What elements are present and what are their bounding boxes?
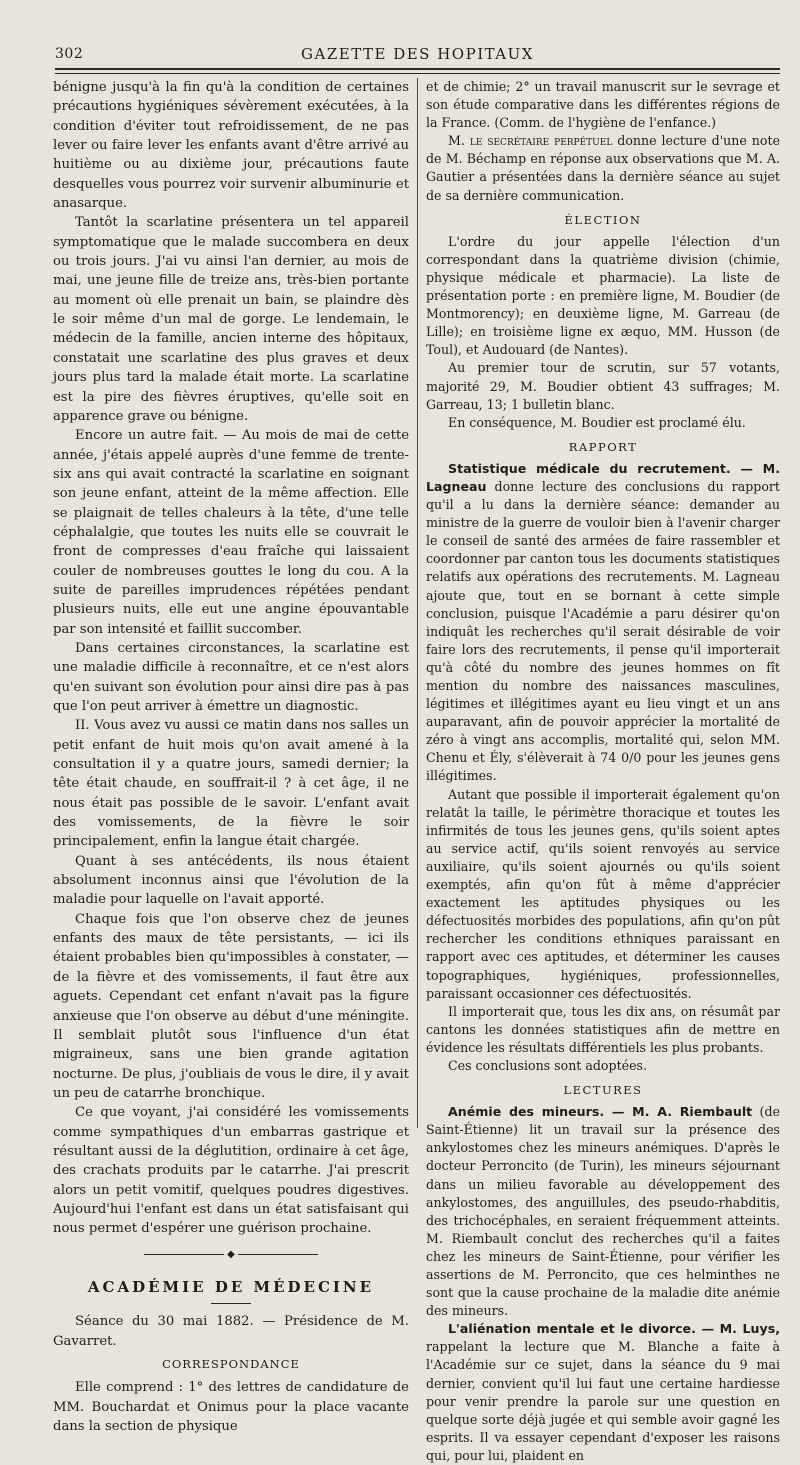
lead-title: L'aliénation mentale et le divorce. — M. Luys,: [448, 1321, 780, 1337]
left-column: [53, 78, 409, 1435]
paragraph: Encore un autre fait. — Au mois de mai de cette année, j'étais appelé auprès d'une femme de trente-six ans qui avait contracté la scarlatine en soignant son jeune enfant, atteint de la même affection. Elle se plaignait de telles chaleurs à la tête, d'une telle céphalalgie, que toutes les nuits elle se couvrait le front de compresses d'eau fraîche qui laissaient couler de nombreuses gouttes le long du cou. A la suite de pareilles imprudences répétées pendant plusieurs nuits, elle eut une angine épouvantable par son intensité et faillit succomber.: [53, 428, 409, 637]
paragraph: Tantôt la scarlatine présentera un tel appareil symptomatique que le malade succombera en deux ou trois jours. J'ai vu ainsi l'an dernier, au mois de mai, une jeune fille de treize ans, très-bien portante au moment où elle prenait un bain, se plaindre dès le soir même d'un mal de gorge. Le lendemain, le médecin de la famille, ancien interne des hôpitaux, constatait une scarlatine des plus graves et deux jours plus tard la malade était morte. La scarlatine est la pire des fièvres éruptives, qu'elle soit en apparence grave ou bénigne.: [53, 215, 409, 424]
paragraph: et de chimie; 2° un travail manuscrit sur le sevrage et son étude comparative dans les différentes régions de la France. (Comm. de l'hygiène de l'enfance.): [426, 79, 780, 131]
seance-line: Séance du 30 mai 1882. — Présidence de M. Gavarret.: [53, 1314, 409, 1349]
paragraph: Ce que voyant, j'ai considéré les vomissements comme sympathiques d'un embarras gastrique et résultant aussi de la déglutition, ordinaire à cet âge, des crachats produits par le catarrhe. J'ai prescrit alors un petit vomitif, quelques poudres digestives. Aujourd'hui l'enfant est dans un état satisfaisant qui nous permet d'espérer une guérison prochaine.: [53, 1105, 409, 1237]
lead-title: Statistique médicale du recrutement. — M. Lagneau: [426, 460, 780, 494]
paragraph: En conséquence, M. Boudier est proclamé élu.: [448, 414, 746, 430]
subheading-lectures: LECTURES: [563, 1083, 643, 1098]
paragraph: Chaque fois que l'on observe chez de jeunes enfants des maux de tête persistants, — ici ils étaient probables bien qu'impossibles à constater, — de la fièvre et des vomissements, il faut être aux aguets. Cependant cet enfant n'avait pas la figure anxieuse que l'on observe au début d'une méningite. Il semblait plutôt sous l'influence d'un état migraineux, sans une bien grande agitation nocturne. De plus, j'oubliais de vous le dire, il y avait un peu de catarrhe bronchique.: [53, 911, 409, 1101]
paragraph: M. le secrétaire perpétuel donne lecture d'une note de M. Béchamp en réponse aux observations que M. A. Gautier a présentées dans la dernière séance au sujet de sa dernière communication.: [426, 133, 780, 203]
section-divider: ◆: [53, 1245, 409, 1264]
page-number: 302: [55, 46, 84, 62]
column-divider: [417, 78, 418, 1128]
journal-title: GAZETTE DES HOPITAUX: [301, 45, 534, 63]
right-column: [426, 78, 780, 1463]
paragraph: L'aliénation mentale et le divorce. — M. Luys, rappelant la lecture que M. Blanche a faite à l'Académie sur ce sujet, dans la séance du 9 mai dernier, convient qu'il lui faut une certaine hardiesse pour venir prendre la parole sur une question en quelque sorte déjà jugée et qui semble avoir gagné les esprits. Il va essayer cependant d'exposer les raisons qui, pour lui, plaident en: [426, 1321, 780, 1463]
short-rule: [211, 1303, 251, 1304]
header-rule-thin: [55, 73, 780, 74]
paragraph: Au premier tour de scrutin, sur 57 votants, majorité 29, M. Boudier obtient 43 suffrages; M. Garreau, 13; 1 bulletin blanc.: [426, 360, 780, 412]
subheading-correspondance: CORRESPONDANCE: [162, 1357, 300, 1371]
section-heading-academie: ACADÉMIE DE MÉDECINE: [87, 1277, 375, 1296]
subheading-election: ÉLECTION: [564, 212, 642, 227]
paragraph: Il importerait que, tous les dix ans, on résumât par cantons les données statistiques afin de mettre en évidence les résultats différentiels les plus probants.: [426, 1003, 780, 1055]
paragraph: Statistique médicale du recrutement. — M. Lagneau donne lecture des conclusions du rapport qu'il a lu dans la dernière séance: demander au ministre de la guerre de vouloir bien à l'avenir charger le conseil de santé des armées de faire rassembler et coordonner par canton tous les documents statistiques relatifs aux opérations des recrutements. M. Lagneau ajoute que, tout en se bornant à cette simple conclusion, puisque l'Académie a paru désirer qu'on indiquât les recherches qu'il serait désirable de voir faire lors des recrutements, il pense qu'il importerait qu'à côté du nombre des jeunes hommes on fît mention du nombre des naissances masculines, légitimes et illégitimes ayant eu lieu vingt et un ans auparavant, afin de pouvoir apprécier la mortalité de zéro à vingt ans accomplis, mortalité qui, selon MM. Chenu et Ély, s'élèverait à 74 0/0 pour les jeunes gens illégitimes.: [426, 460, 780, 784]
header-rule-thick: [55, 68, 780, 70]
paragraph: Autant que possible il importerait également qu'on relatât la taille, le périmètre thoracique et toutes les infirmités de tous les jeunes gens, qu'ils soient aptes au service actif, qu'ils soient renvoyés au service auxiliaire, qu'ils soient ajournés ou qu'ils soient exemptés, afin qu'on fût à même d'apprécier exactement les aptitudes physiques ou les défectuosités morbides des populations, afin qu'on pût rechercher les conditions ethniques paraissant en rapport avec ces aptitudes, et déterminer les causes topographiques, hygiéniques, professionnelles, paraissant occasionner ces défectuosités.: [426, 786, 780, 1001]
paragraph: L'ordre du jour appelle l'élection d'un correspondant dans la quatrième division (chimie, physique médicale et pharmacie). La liste de présentation porte : en première ligne, M. Boudier (de Montmorency); en deuxième ligne, M. Garreau (de Lille); en troisième ligne ex æquo, MM. Husson (de Toul), et Audouard (de Nantes).: [426, 233, 780, 358]
paragraph: Anémie des mineurs. — M. A. Riembault (de Saint-Étienne) lit un travail sur la présence des ankylostomes chez les mineurs anémiques. D'après le docteur Perroncito (de Turin), les mineurs séjournant dans un milieu favorable au développement des ankylostomes, des anguillules, des pseudo-rhabditis, des trichocéphales, en seraient fréquemment atteints. M. Riembault conclut des recherches qu'il a faites chez les mineurs de Saint-Étienne, pour vérifier les assertions de M. Perroncito, que ces helminthes ne sont que la cause prochaine de la maladie dite anémie des mineurs.: [426, 1104, 780, 1319]
paragraph: II. Vous avez vu aussi ce matin dans nos salles un petit enfant de huit mois qu'on avait amené à la consultation il y a quatre jours, samedi dernier; la tête était chaude, en souffrait-il ? à cet âge, il ne nous était pas possible de le savoir. L'enfant avait des vomissements, de la fièvre le soir principalement, enfin la langue était chargée.: [53, 718, 409, 850]
paragraph: Ces conclusions sont adoptées.: [448, 1057, 648, 1073]
subheading-rapport: RAPPORT: [568, 439, 638, 454]
lead-name: M. le secrétaire perpétuel: [448, 133, 613, 149]
paragraph: bénigne jusqu'à la fin qu'à la condition de certaines précautions hygiéniques sévèrement exécutées, à la condition d'éviter tout refroidissement, de ne pas lever ou faire lever les enfants avant d'être arrivé au huitième ou au dixième jour, précautions faute desquelles vous pourrez voir survenir albuminurie et anasarque.: [53, 80, 409, 212]
lead-title: Anémie des mineurs. — M. A. Riembault: [448, 1104, 753, 1120]
paragraph: Dans certaines circonstances, la scarlatine est une maladie difficile à reconnaître, et ce n'est alors qu'en suivant son évolution pour ainsi dire pas à pas que l'on peut arriver à émettre un diagnostic.: [53, 640, 409, 714]
paragraph: Quant à ses antécédents, ils nous étaient absolument inconnus ainsi que l'évolution de la maladie pour laquelle on l'avait apporté.: [53, 853, 409, 908]
paragraph: Elle comprend : 1° des lettres de candidature de MM. Bouchardat et Onimus pour la place vacante dans la section de physique: [53, 1380, 409, 1435]
page-header: [55, 40, 780, 66]
